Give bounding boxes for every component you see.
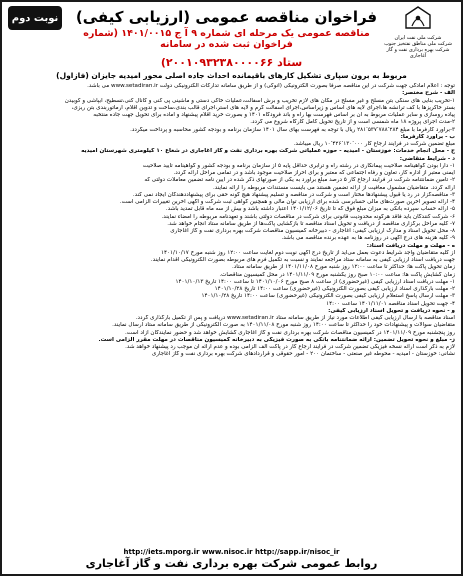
- body-line: متقاضیان سوالات و پیشنهادات خود را حداکثر تا ساعت ۱۴:۰۰ روز شنبه مورخ ۱۴۰۱/۱۱/۰۸ به صورت الکترونیکی از طریق سامانه ستاد ارسال نمایند.: [112, 322, 455, 329]
- notice-footer: [8, 548, 455, 570]
- body-line: ۸- محل تحویل اسناد و مدارک ارزیابی کیفی: آغاجاری - دبیرخانه کمیسیون مناقصات شرکت بهره برداری نفت و گاز آغاجاری: [170, 228, 455, 234]
- body-line: نشانی: خوزستان - امیدیه - محوطه غیر صنعتی - ساختمان ۲۰۰ - امور حقوقی و قراردادهای شرکت بهره برداری نفت و گاز آغاجاری: [151, 351, 455, 358]
- notice-body: [8, 83, 455, 359]
- body-line: ۱-تخریب بنایی های سنگی بتن مسلح و غیر مسلح در مکان های لازم تخریب و برش آسفالت،عملیات خاکی دستی و ماشینی پی کنی و کانال کنی،تسطیح، آبپاشی و کوبیدن: [64, 97, 455, 104]
- public-relations-signature: روابط عمومی شرکت بهره برداری نفت و گاز آغاجاری: [85, 557, 378, 570]
- notice-subtitle: مناقصه عمومی یک مرحله ای شماره ۹ آ ج ۱۴۰۱/۰۰۱۵ (شماره فراخوان ثبت شده در سامانه: [83, 28, 370, 50]
- body-line: ارائه گردد. متقاضیان مشمول معافیت از ارائه تضمین هستند می بایست مستندات مربوطه را ارائه نمایند.: [212, 184, 455, 191]
- body-line: ۵- ارائه حساب سپرده بانکی به میزان مبلغ فوق که تا تاریخ ۱۴۰۱/۱۲/۰۶ اعتبار داشته باشد و بیش از سه ماه قابل تمدید باشد.: [165, 206, 455, 213]
- body-line: ۳-برآورد کارفرما با مبلغ ۲۸۱٬۵۳۷٬۷۸۸٬۲۸۴ ریال با توجه به فهرست بهای سال ۱۴۰۱ سازمان برنامه و بودجه کشور محاسبه و پرداخت میگردد.: [130, 126, 455, 133]
- body-line: ۴- ارائه تصویر آخرین صورت‌های مالی حسابرسی شده برای ارزیابی توان مالی و همچنین گواهی ثبت شرکت و آگهی آخرین تغییرات الزامی است.: [119, 199, 455, 205]
- body-line: جهت دریافت اسناد ارزیابی کیفی به سامانه ستاد مراجعه نمایند و نسبت به تکمیل فرم های مربوطه بصورت الکترونیکی اقدام نمایند.: [150, 257, 455, 263]
- body-line: ۹- کلیه هزینه های درج آگهی در روزنامه ها به عهده برنده مناقصه می باشد.: [281, 235, 455, 242]
- body-line: ۲- تامین ضمانتنامه شرکت در فرآیند ارجاع کار ۵ درصد مبلغ برآورد به یکی از صورتهای ذکر شده در آیین نامه تضمین معاملات دولتی که: [144, 177, 455, 184]
- body-line: بستر خاکریزها با کف ترانشه ها،اجرای لایه های اساس و زیراساس،اجرای آسفالت گرم و لایه های آستر،اجرای قالب بندی،ساخت و تدوین اقلام، ارماتوربندی بتن ریزی،: [71, 104, 455, 111]
- body-line: ه - مهلت و مهلت دریافت اسناد:: [366, 242, 455, 249]
- body-line: اسناد مناقصه با ارسال ارزیابی کیفی اطلاعات مورد نیاز از طریق سامانه ستاد www.setadiran.ir دریافت و پس از تکمیل بارگذاری گردد.: [135, 315, 455, 321]
- body-line: ۲- مهلت بارگذاری اسناد ارزیابی کیفی بصورت الکترونیکی (غیرحضوری) ساعت ۱۴:۰۰ تاریخ ۱۴۰۱/۱۰/۲۸: [214, 286, 455, 292]
- setad-number: ستاد ۲۰۰۱۰۹۳۲۳۸۰۰۰۰۶۶): [160, 56, 303, 69]
- body-line: زمان گشایش پاکت ها: ساعت ۱۰:۰۰ صبح روز یکشنبه مورخ ۱۴۰۱/۱۱/۰۹ در محل کمیسیون مناقصات.: [219, 271, 455, 278]
- body-line: و - نحوه دریافت و تحویل اسناد ارزیابی کیفی:: [328, 307, 455, 314]
- website-links[interactable]: http://iets.mporg.ir www.nisoc.ir http://sapp.ir/nisoc_ir: [123, 548, 340, 556]
- notice-header: [8, 6, 455, 59]
- body-line: لازم به ذکر است ارائه نسخه فیزیکی تضمین شرکت در فرآیند ارجاع کار در پاکت الف الزامی بوده و عدم ارائه آن موجب رد پیشنهاد خواهد شد.: [125, 344, 455, 350]
- body-line: روز پنجشنبه مورخ ۱۴۰۱/۱۱/۰۹ در کمیسیون مناقصات شرکت بهره برداری نفت و گاز آغاجاری گشایش خواهد شد و حضور نمایندگان آزاد است.: [125, 329, 455, 336]
- body-line: ۴- جهت تحویل اسناد مناقصه ۱۴۰۱/۱۱/۰۱ ساعت ۱۴:۰۰: [326, 300, 455, 307]
- notice-title: فراخوان مناقصه عمومی (ارزیابی کیفی): [75, 8, 378, 26]
- company-logo-text: شرکت ملی نفت ایران شرکت ملی مناطق نفتخیز جنوب شرکت بهره برداری نفت و گاز آغاجاری: [384, 35, 452, 59]
- body-line: ایمنی معتبر از اداره کار، تعاون و رفاه اجتماعی که معتبر و برای احراز صلاحیت موجود باشد و در تمامی مراحل ارائه گردد.: [173, 170, 455, 176]
- body-line: توجه : اعلام آمادگی جهت شرکت در این مناقصه صرفاً بصورت الکترونیکی (آنوکی) و از طریق سامانه تدارکات الکترونیکی دولت www.setadiran.ir می باشد.: [87, 83, 455, 89]
- body-line: ۳- مهلت ارسال پاسخ استعلام ارزیابی کیفی بصورت الکترونیکی (غیرحضوری) ساعت ۱۴:۰۰ تاریخ ۱۴۰۱/۱۰/۲۸: [201, 293, 455, 300]
- round-badge: نوبت دوم: [8, 6, 62, 30]
- body-line: ۱- دارا بودن گواهینامه صلاحیت پیمانکاری در رشته راه و ترابری حداقل پایه ۵ از سازمان برنامه و بودجه کشور و گواهینامه تأیید صلاحیت: [142, 162, 455, 169]
- body-line: ۶- شرکت کنندگان باید فاقد هرگونه محدودیت قانونی برای شرکت در مناقصات دولتی باشند و تعهدنامه مربوطه را امضاء نمایند.: [161, 213, 455, 220]
- body-line: از کلیه متقاضیان واجد شرایط دعوت بعمل می‌آید از تاریخ درج آگهی نوبت دوم لغایت ساعت ۱۲:۰۰ روز شنبه مورخ ۱۴۰۱/۱۰/۱۷: [160, 249, 455, 256]
- body-line: ۲-مدت اجرای پروژه ۱۸ ماه شمسی است و از تاریخ تحویل کامل کارگاه شروع می گردد.: [250, 119, 455, 126]
- body-line: ب - برآورد کارفرما:: [400, 133, 455, 140]
- body-line: ۱- مهلت دریافت اسناد ارزیابی کیفی (غیرحضوری) از ساعت ۸ صبح مورخ ۱۴۰۱/۱۰/۰۶ تا ساعت ۱۴:۰۰ تاریخ ۱۴۰۱/۱۰/۱۳: [175, 278, 455, 285]
- body-line: الف - شرح مختصر:: [402, 90, 455, 97]
- nioc-logo-icon: [403, 6, 433, 32]
- company-logo-block: [381, 6, 455, 59]
- title-block: [72, 6, 381, 50]
- body-line: ز- مبلغ و نحوه تحویل تضمین: ارائه ضمانتنامه بانکی به صورت فیزیکی به دبیرخانه کمیسیون مناقصات در مهلت مقرر الزامی است.: [98, 336, 455, 343]
- body-line: ۳- مناقصه‌گزار در رد یا قبول پیشنهادها مختار است و شرکت در مناقصه و تسلیم پیشنهاد هیچ گونه حقی برای پیشنهاددهندگان ایجاد نمی کند.: [132, 191, 455, 198]
- body-line: پیاده روسازی و سایر عملیات مربوط به آن بر اساس فهرست بها راه و باند فرودگاه ۱۴۰۱ و بصورت خرید اقلام پیشنهاد و آماده برای تحویل جهت جاده منتخبه: [93, 112, 455, 118]
- body-line: د - شرایط متقاضی:: [399, 155, 455, 162]
- body-line: ج - محل انجام خدمات: خوزستان - امیدیه - حوزه عملیاتی شرکت بهره برداری نفت و گاز آغاجاری در شعاع ۱۰ کیلومتری شهرستان امیدیه: [81, 148, 455, 155]
- body-line: مبلغ تضمین شرکت در فرآیند ارجاع کار ۱۰٬۴۲۶٬۱۳۰٬۰۰۰ ریال میباشد.: [293, 141, 455, 147]
- body-line: زمان تحویل پاکت ها: حداکثر تا ساعت ۱۲:۰۰ روز شنبه مورخ ۱۴۰۱/۱۱/۰۸ از طریق سامانه ستاد.: [232, 264, 455, 271]
- project-title: مربوط به برون سپاری تشکیل کارهای باقیمانده احداث جاده اصلی محور امیدیه جایزان (فازاول): [56, 71, 407, 80]
- body-line: ۷- کلیه مراحل برگزاری مناقصه از دریافت و تحویل اسناد مناقصه تا بازگشایی پاکت‌ها از طریق سامانه ستاد انجام خواهد شد.: [167, 220, 455, 227]
